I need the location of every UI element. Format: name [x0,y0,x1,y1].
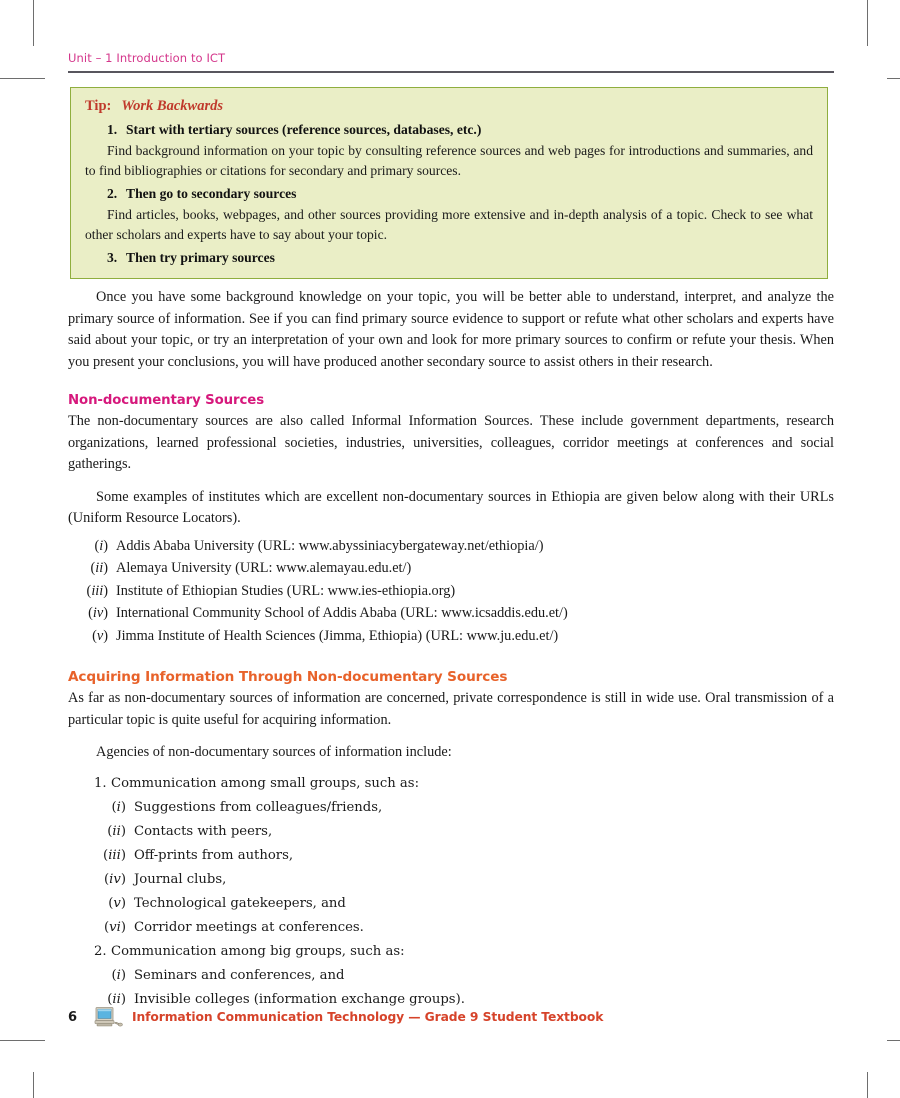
list-item-label: Alemaya University (URL: www.alemayau.edu.et/) [116,560,412,576]
list-item [68,892,834,916]
list-item-label: Technological gatekeepers, and [134,895,346,911]
agency-group-title [68,772,834,796]
list-item-label: Institute of Ethiopian Studies (URL: www.ies-ethiopia.org) [116,582,456,599]
list-item-numeral: (v) [108,895,126,911]
tip-step-number: 1. [107,122,118,137]
list-item-numeral: (iv) [104,871,126,887]
institutes-list [68,535,834,648]
tip-step-body: Find articles, books, webpages, and other sources providing more extensive and in-depth analysis of a topic. Check to see what other scholars and experts have to say about your topic. [85,207,813,242]
list-item [68,796,834,820]
list-item-label: Contacts with peers, [134,823,273,839]
list-item [68,535,834,558]
running-header [68,50,834,73]
list-item [68,602,834,625]
tip-title-row [85,97,813,116]
list-item [68,868,834,892]
page-content [68,287,834,1012]
heading-non-documentary-sources: Non-documentary Sources [68,393,265,408]
list-item [68,916,834,940]
tip-step-text: Then go to secondary sources [126,186,297,201]
list-item [68,844,834,868]
tip-step-heading [85,120,813,140]
footer-title: Information Communication Technology — Grade 9 Student Textbook [132,1010,604,1024]
non-documentary-paragraph-1: The non-documentary sources are also called Informal Information Sources. These include government departments, research organizations, learned professional societies, industries, universities, colleagues, corridor meetings at conferences and social gatherings. [68,413,834,472]
running-header-text: Unit – 1 Introduction to ICT [68,51,226,65]
agency-group-number: 2. [94,943,107,959]
list-item [68,625,834,648]
tip-step-number: 3. [107,250,118,265]
heading-acquiring-information: Acquiring Information Through Non-documentary Sources [68,669,508,685]
agency-sub-list [68,796,834,940]
agency-group-label: Communication among big groups, such as: [111,943,405,959]
page-footer [68,1006,834,1028]
agency-sub-list [68,964,834,1012]
list-item-label: Suggestions from colleagues/friends, [134,799,383,815]
tip-step-body: Find background information on your topic by consulting reference sources and web pages for introductions and summaries, and to find bibliographies or citations for secondary and primary sources. [85,143,813,178]
tip-title: Work Backwards [121,98,223,114]
list-item-label: Off-prints from authors, [134,847,294,863]
list-item [68,580,834,603]
intro-paragraph: Once you have some background knowledge on your topic, you will be better able to understand, interpret, and analyze the primary source of information. See if you can find primary source evidence to support or refute what other scholars and experts have said about your topic, or try an interpretation of your own and look for more primary sources to confirm or refute your thesis. When you present your conclusions, you will have produced another secondary source to assist others in their research. [68,289,834,370]
list-item-label: Addis Ababa University (URL: www.abyssiniacybergateway.net/ethiopia/) [116,537,544,554]
tip-step-text: Then try primary sources [126,250,275,265]
list-item-numeral: (i) [111,799,126,815]
list-item [68,964,834,988]
list-item-numeral: (iv) [88,605,108,621]
list-item-numeral: (vi) [104,919,126,935]
agencies-list [68,772,834,1012]
tip-label: Tip: [85,98,112,114]
tip-step-heading [85,184,813,204]
agency-group-title [68,940,834,964]
list-item-label: Jimma Institute of Health Sciences (Jimma, Ethiopia) (URL: www.ju.edu.et/) [116,627,559,644]
tip-step-text: Start with tertiary sources (reference sources, databases, etc.) [126,122,482,137]
list-item-numeral: (ii) [107,823,126,839]
tip-step-heading [85,248,813,268]
tip-callout-box [70,87,828,279]
list-item-numeral: (ii) [107,991,126,1007]
list-item-numeral: (i) [94,537,108,554]
list-item-numeral: (iii) [103,847,126,863]
non-documentary-paragraph-2: Some examples of institutes which are excellent non-documentary sources in Ethiopia are given below along with their URLs (Uniform Resource Locators). [68,488,834,526]
list-item-numeral: (ii) [90,560,108,576]
list-item-label: Corridor meetings at conferences. [134,919,364,935]
list-item-numeral: (v) [92,627,108,644]
acquiring-paragraph-2: Agencies of non-documentary sources of information include: [96,744,452,760]
list-item-label: Seminars and conferences, and [134,967,345,983]
list-item-label: Invisible colleges (information exchange groups). [134,991,465,1007]
page-number: 6 [68,1009,78,1025]
header-rule [68,71,834,73]
list-item-numeral: (i) [111,967,126,983]
acquiring-paragraph-1: As far as non-documentary sources of information are concerned, private correspondence is still in wide use. Oral transmission of a particular topic is quite useful for acquiring information. [68,690,834,728]
list-item [68,820,834,844]
list-item-label: Journal clubs, [134,871,227,887]
agency-group-label: Communication among small groups, such as: [111,775,420,791]
agency-group-number: 1. [94,775,107,791]
desktop-computer-icon [94,1006,124,1028]
list-item-numeral: (iii) [86,582,108,599]
list-item [68,557,834,580]
tip-step-number: 2. [107,186,118,201]
list-item-label: International Community School of Addis Ababa (URL: www.icsaddis.edu.et/) [116,605,568,621]
